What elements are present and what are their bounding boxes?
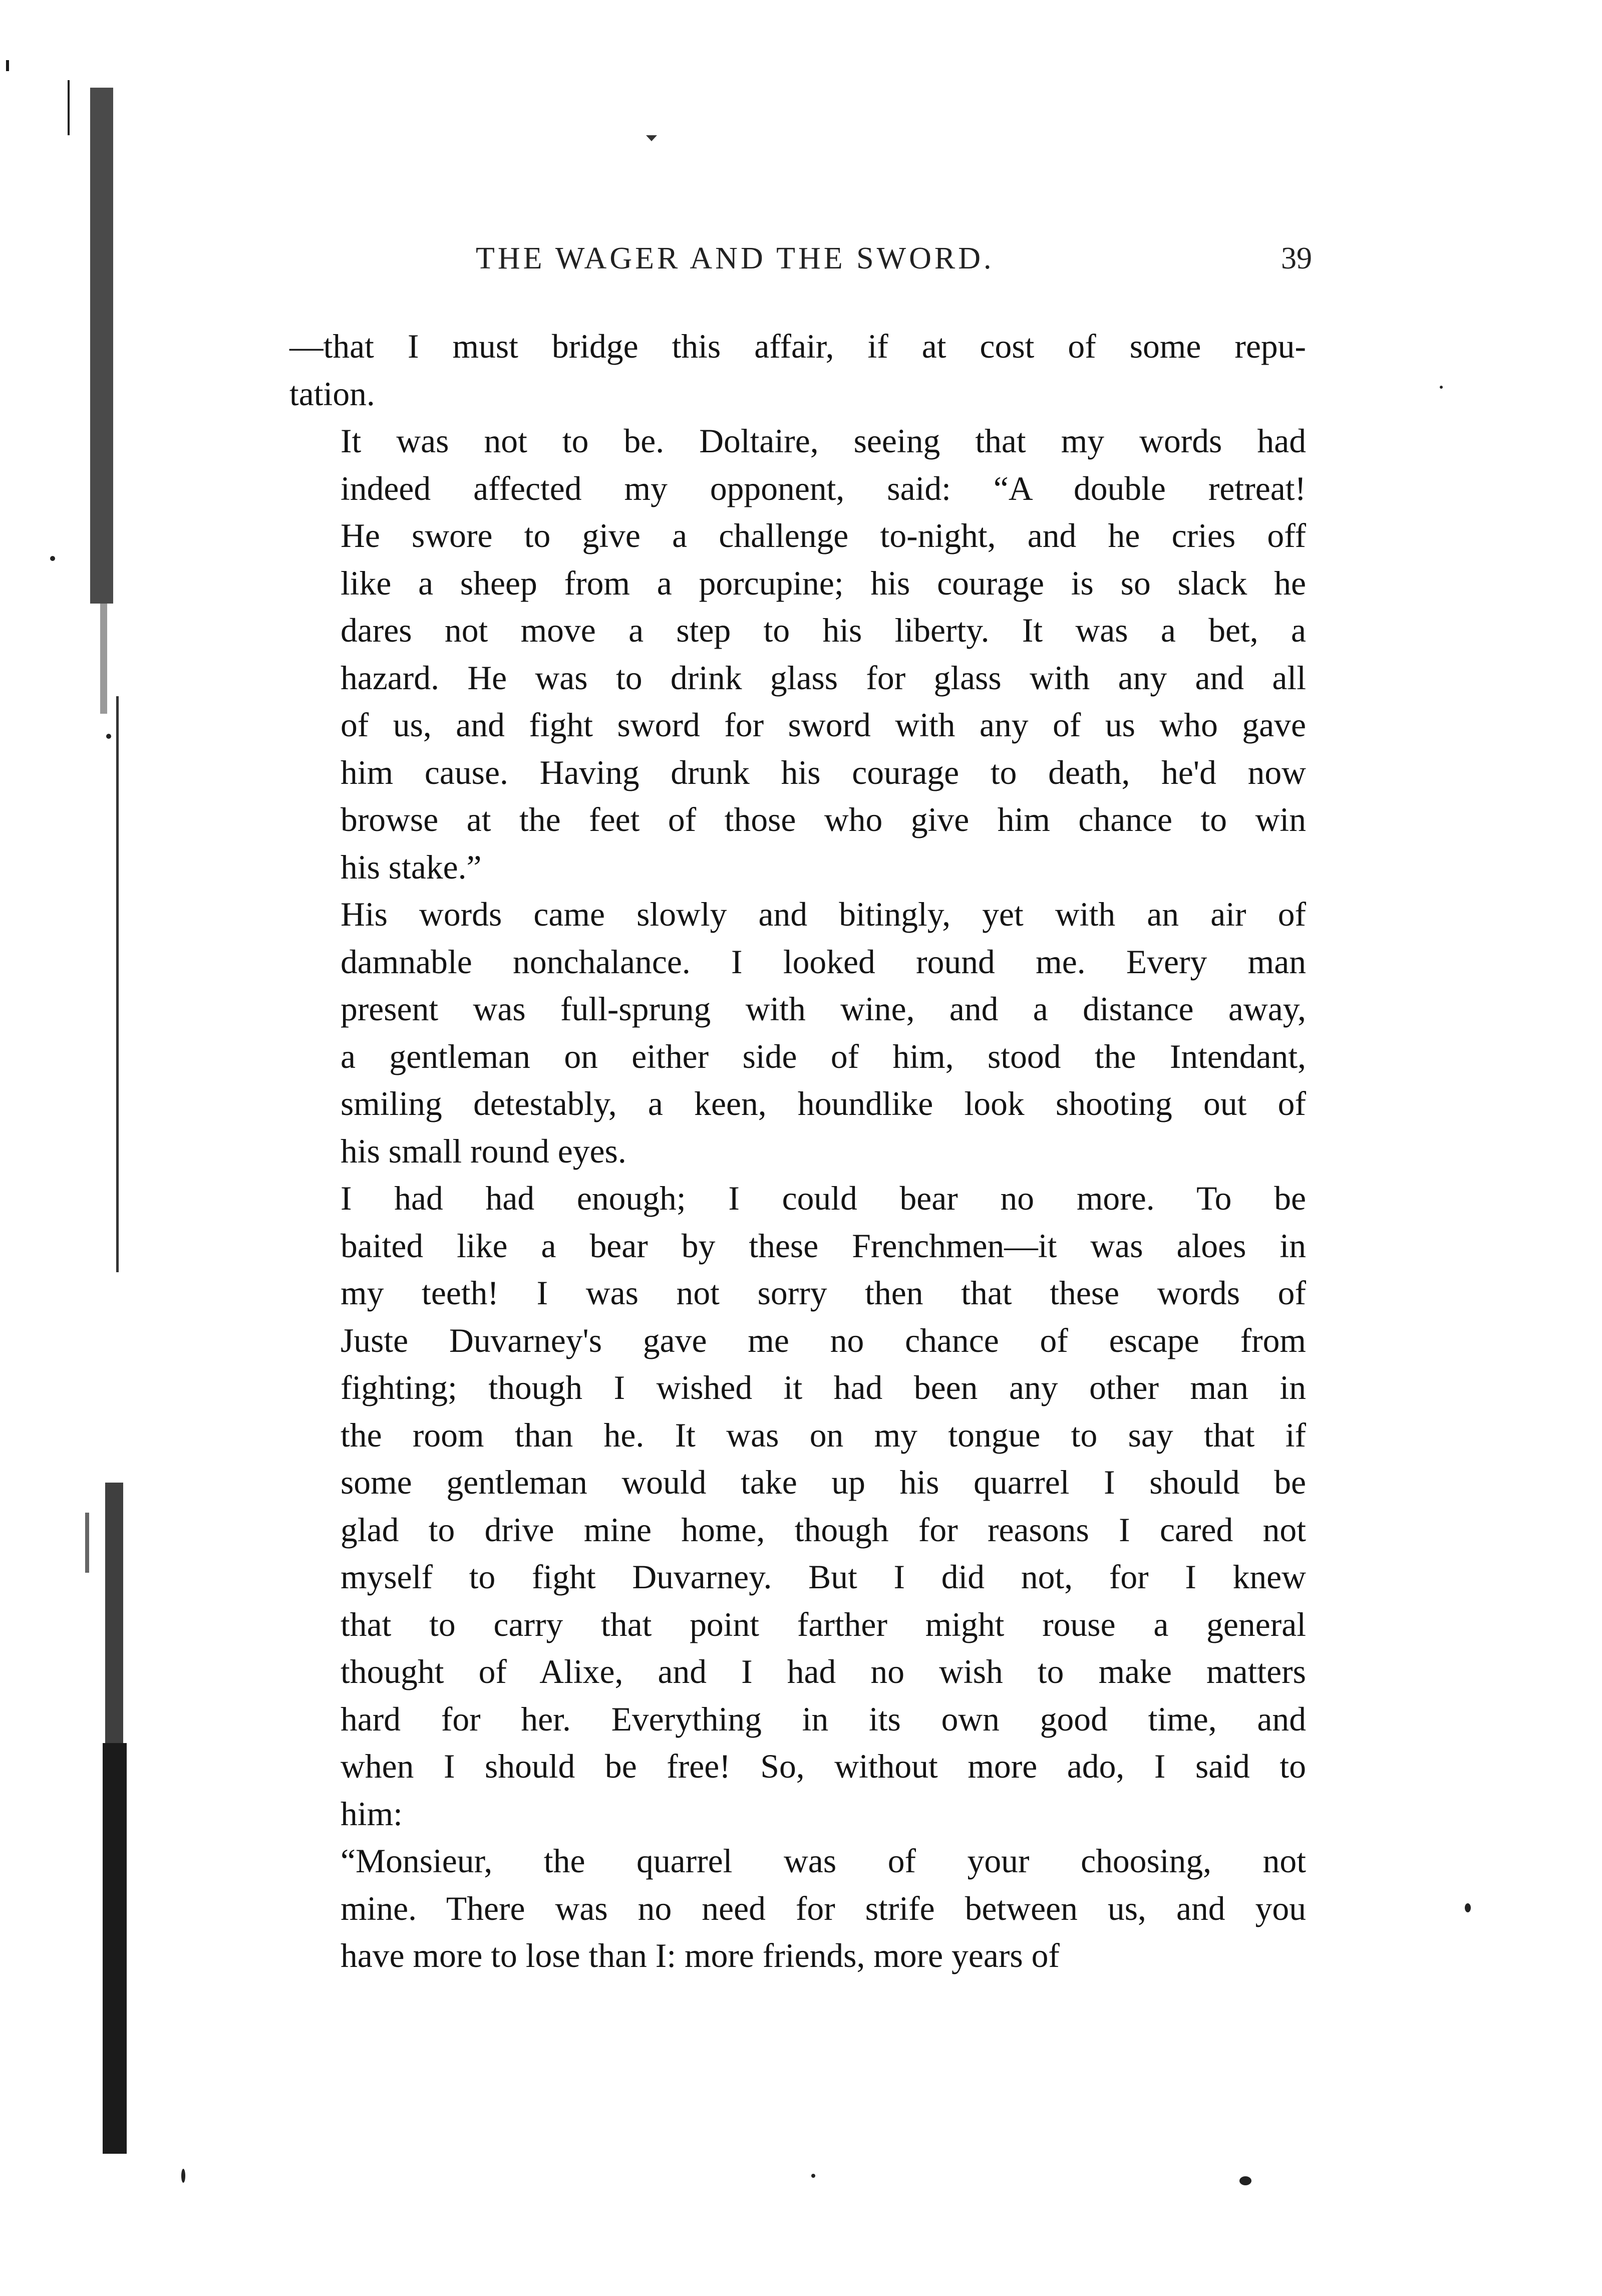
text-line: tation. [289, 375, 375, 413]
text-line: smiling detestably, a keen, houndlike look shooting out of [341, 1085, 1306, 1122]
text-line: him: [341, 1795, 403, 1833]
text-line: It was not to be. Doltaire, seeing that my words had [341, 422, 1306, 460]
running-head-title: THE WAGER AND THE SWORD. [476, 241, 995, 275]
text-line: glad to drive mine home, though for reasons I cared not [341, 1511, 1306, 1549]
text-line: his stake.” [341, 848, 482, 886]
text-line: the room than he. It was on my tongue to say that if [341, 1416, 1306, 1454]
paragraph [289, 1175, 1306, 1838]
text-line: His words came slowly and bitingly, yet with an air of [341, 896, 1306, 933]
text-line: when I should be free! So, without more ado, I said to [341, 1748, 1306, 1785]
ornament-icon [646, 135, 657, 141]
text-line: dares not move a step to his liberty. It was a bet, a [341, 612, 1306, 649]
text-line: hard for her. Everything in its own good time, and [341, 1700, 1306, 1738]
text-line: thought of Alixe, and I had no wish to make matters [341, 1653, 1306, 1690]
paragraph [289, 418, 1306, 891]
text-line: —that I must bridge this affair, if at cost of some repu- [289, 328, 1306, 365]
text-line: indeed affected my opponent, said: “A double retreat! [341, 469, 1306, 507]
paragraph [289, 891, 1306, 1175]
text-line: that to carry that point farther might rouse a general [341, 1605, 1306, 1643]
text-line: “Monsieur, the quarrel was of your choosing, not [341, 1842, 1306, 1880]
text-line: Juste Duvarney's gave me no chance of escape from [341, 1321, 1306, 1359]
text-line: fighting; though I wished it had been any other man in [341, 1369, 1306, 1406]
text-line: mine. There was no need for strife between us, and you [341, 1889, 1306, 1927]
text-line: He swore to give a challenge to-night, and he cries off [341, 517, 1306, 554]
text-line: myself to fight Duvarney. But I did not, for I knew [341, 1558, 1306, 1596]
text-line: present was full-sprung with wine, and a distance away, [341, 990, 1306, 1028]
text-line: hazard. He was to drink glass for glass with any and all [341, 659, 1306, 697]
text-line: have more to lose than I: more friends, more years of [341, 1937, 1060, 1974]
binding-edge [0, 0, 135, 2296]
text-line: baited like a bear by these Frenchmen—it was aloes in [341, 1227, 1306, 1265]
paragraph [289, 1838, 1306, 1980]
text-line: him cause. Having drunk his courage to death, he'd now [341, 753, 1306, 791]
text-line: of us, and fight sword for sword with any of us who gave [341, 706, 1306, 744]
page-number: 39 [1281, 241, 1312, 275]
text-line: my teeth! I was not sorry then that these words of [341, 1274, 1306, 1312]
text-line: I had had enough; I could bear no more. To be [341, 1180, 1306, 1217]
text-line: like a sheep from a porcupine; his courage is so slack he [341, 564, 1306, 602]
text-line: damnable nonchalance. I looked round me. Every man [341, 943, 1306, 981]
text-line: a gentleman on either side of him, stood the Intendant, [341, 1037, 1306, 1075]
body-text [289, 323, 1306, 1980]
paragraph [289, 323, 1306, 418]
text-line: his small round eyes. [341, 1132, 626, 1170]
text-line: some gentleman would take up his quarrel I should be [341, 1464, 1306, 1501]
text-line: browse at the feet of those who give him chance to win [341, 801, 1306, 838]
